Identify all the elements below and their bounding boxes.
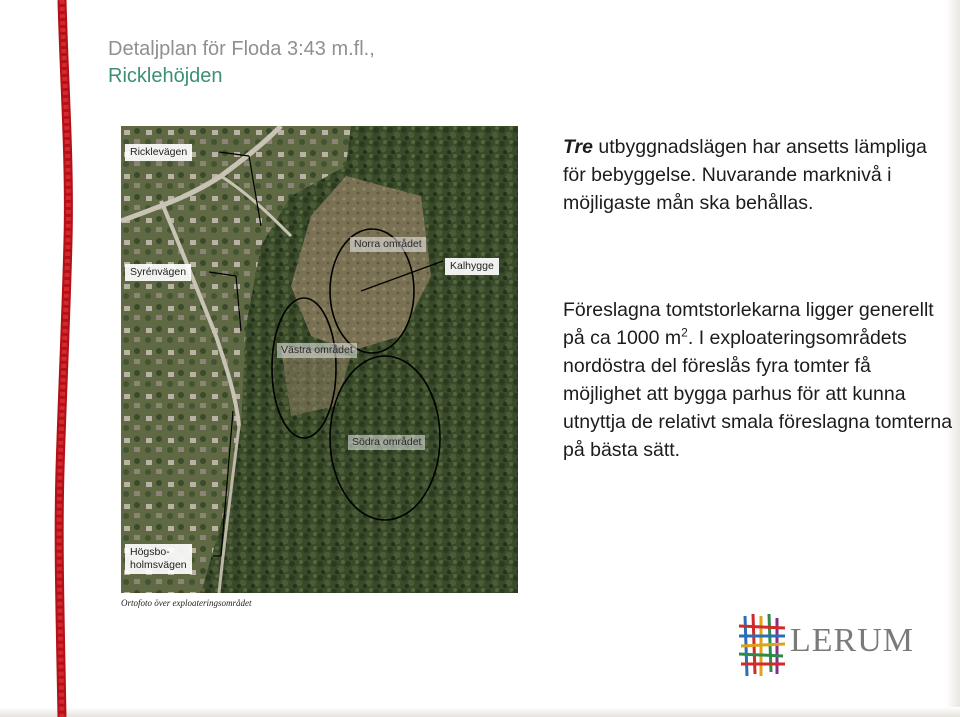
label-kalhygge: Kalhygge [445, 258, 499, 275]
map-caption: Ortofoto över exploateringsområdet [121, 598, 252, 608]
aerial-map [121, 126, 518, 593]
paragraph-plot-sizes [563, 296, 953, 464]
paragraph-1-text: utbyggnadslägen har ansetts lämpliga för bebyggelse. Nuvarande marknivå i möjligaste mån ska behållas. [563, 136, 927, 214]
paragraph-2-text-b: . I exploateringsområdets nordöstra del föreslås fyra tomter få möjlighet att bygga parhus för att kunna utnyttja de relativt smala föreslagna tomterna på bästa sätt. [563, 327, 953, 461]
paragraph-alternatives [563, 133, 953, 217]
title-line-1: Detaljplan för Floda 3:43 m.fl., [108, 38, 375, 60]
slide-title [108, 36, 548, 90]
label-hogsbo: Högsbo- holmsvägen [125, 544, 192, 574]
slide-bottom-shadow [0, 707, 960, 717]
superscript-2: 2 [681, 325, 688, 340]
label-ricklevagen: Ricklevägen [125, 144, 192, 161]
paragraph-bold-word: Tre [563, 136, 593, 158]
label-sodra-omradet: Södra området [348, 435, 425, 450]
aerial-photo [121, 126, 518, 593]
label-vastra-omradet: Västra området [277, 343, 357, 358]
red-rope-decoration [24, 0, 84, 717]
label-norra-omradet: Norra området [350, 237, 426, 252]
paragraph-2-text-a: Föreslagna tomtstorlekarna ligger generellt på ca 1000 m [563, 299, 934, 349]
title-line-2: Ricklehöjden [108, 65, 223, 87]
lerum-logo-wordmark: LERUM [790, 622, 914, 659]
label-syrenvagen: Syrénvägen [125, 264, 191, 281]
